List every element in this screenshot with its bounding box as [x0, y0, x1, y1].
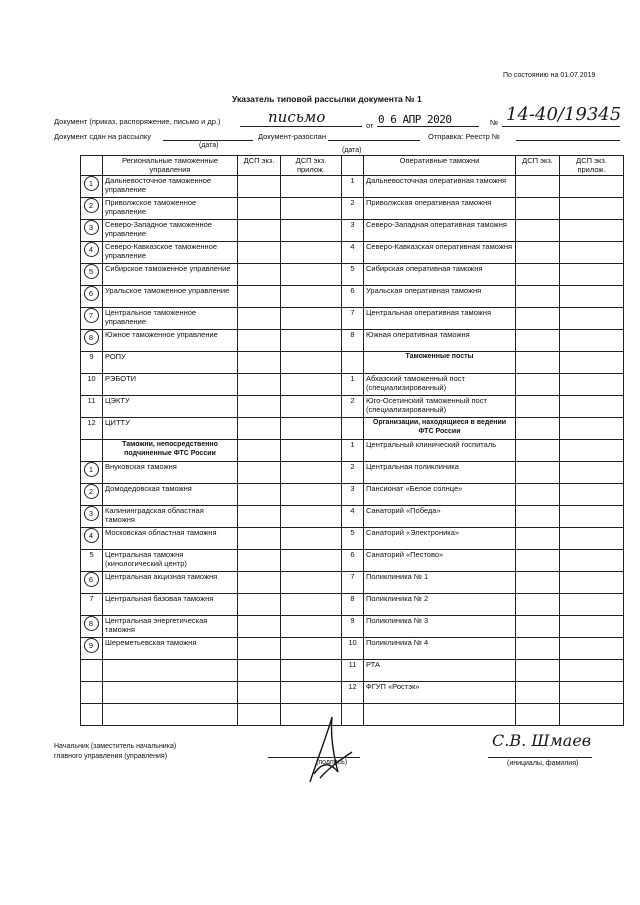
- right-row: [342, 550, 624, 572]
- left-row-name: Северо-Западное таможенное управление: [103, 220, 238, 242]
- right-row-dsp: [516, 198, 560, 220]
- left-row-dsp: [238, 528, 281, 550]
- right-row-dsp: [516, 550, 560, 572]
- right-row: [342, 220, 624, 242]
- right-row: [342, 374, 624, 396]
- circled-number-mark: 1: [84, 176, 99, 191]
- left-row-number: [81, 462, 103, 484]
- right-row-name: Уральская оперативная таможня: [364, 286, 516, 308]
- left-row: [81, 308, 342, 330]
- circled-number-mark: 3: [84, 220, 99, 235]
- left-row-number: [81, 242, 103, 264]
- handwritten-name: С.В. Шмаев: [492, 731, 592, 750]
- right-row-dsp-app: [560, 352, 624, 374]
- right-row: [342, 594, 624, 616]
- right-header-title: Оперативные таможни: [364, 156, 516, 176]
- circled-number-mark: 8: [84, 330, 99, 345]
- right-row-dsp-app: [560, 330, 624, 352]
- left-table-header: [81, 156, 342, 176]
- left-row-name: Калининградская областная таможня: [103, 506, 238, 528]
- left-header-dsp: ДСП экз.: [238, 156, 281, 176]
- right-row-dsp: [516, 418, 560, 440]
- right-row-dsp-app: [560, 550, 624, 572]
- right-row-name: Сибирская оперативная таможня: [364, 264, 516, 286]
- document-title: Указатель типовой рассылки документа № 1: [232, 94, 422, 104]
- right-row-dsp-app: [560, 638, 624, 660]
- left-row-name: Центральное таможенное управление: [103, 308, 238, 330]
- date-underline: [377, 126, 479, 127]
- left-row-dsp-app: [281, 418, 342, 440]
- otpravka-label: Отправка: Реестр №: [428, 132, 500, 141]
- left-row: [81, 374, 342, 396]
- left-row-dsp-app: [281, 374, 342, 396]
- right-row: [342, 528, 624, 550]
- right-row-name: Дальневосточная оперативная таможня: [364, 176, 516, 198]
- date-caption-right: (дата): [342, 147, 362, 154]
- right-table-header: [342, 156, 624, 176]
- right-row-number: 4: [342, 242, 364, 264]
- document-number-handwritten: 14-40/19345: [506, 104, 622, 125]
- left-row-name: ЦИТТУ: [103, 418, 238, 440]
- left-row: [81, 484, 342, 506]
- left-row-number: [81, 440, 103, 462]
- left-row-name: Сибирское таможенное управление: [103, 264, 238, 286]
- left-row: [81, 396, 342, 418]
- number-underline: [502, 126, 620, 127]
- signature-underline: [268, 757, 360, 758]
- document-type-underline: [240, 126, 362, 127]
- right-row-name: ФГУП «Ростэк»: [364, 682, 516, 704]
- left-row-name: [103, 704, 238, 726]
- sent-by-underline: [328, 140, 420, 141]
- right-row: [342, 682, 624, 704]
- right-row: [342, 308, 624, 330]
- right-row-dsp: [516, 352, 560, 374]
- right-row-name: Санаторий «Победа»: [364, 506, 516, 528]
- circled-number-mark: 2: [84, 484, 99, 499]
- left-row-name: РОПУ: [103, 352, 238, 374]
- right-row: [342, 572, 624, 594]
- left-row: [81, 286, 342, 308]
- regional-customs-table: [80, 155, 342, 726]
- left-row-dsp-app: [281, 660, 342, 682]
- right-row-dsp-app: [560, 528, 624, 550]
- right-row-name: Центральный клинический госпиталь: [364, 440, 516, 462]
- circled-number-mark: 6: [84, 572, 99, 587]
- circled-number-mark: 1: [84, 462, 99, 477]
- right-row-dsp: [516, 528, 560, 550]
- left-row-dsp: [238, 374, 281, 396]
- right-row-dsp: [516, 704, 560, 726]
- right-row-number: 1: [342, 440, 364, 462]
- left-row: [81, 462, 342, 484]
- right-row-name: РТА: [364, 660, 516, 682]
- right-row: [342, 396, 624, 418]
- circled-number-mark: 3: [84, 506, 99, 521]
- left-row-number: [81, 638, 103, 660]
- right-row-dsp: [516, 330, 560, 352]
- left-row-number: [81, 286, 103, 308]
- left-row-dsp: [238, 682, 281, 704]
- left-row-name: РЭБОТИ: [103, 374, 238, 396]
- signature-caption: (подпись): [316, 759, 348, 766]
- right-row-dsp-app: [560, 616, 624, 638]
- right-row-number: 1: [342, 374, 364, 396]
- left-row-number: [81, 506, 103, 528]
- left-row-dsp-app: [281, 198, 342, 220]
- left-row-name: Дальневосточное таможенное управление: [103, 176, 238, 198]
- right-row-name: Центральная оперативная таможня: [364, 308, 516, 330]
- right-row-number: 2: [342, 462, 364, 484]
- left-row-dsp-app: [281, 242, 342, 264]
- right-row-name: Поликлиника № 1: [364, 572, 516, 594]
- left-row-name: [103, 682, 238, 704]
- status-date-note: По состоянию на 01.07.2019: [503, 72, 596, 79]
- right-row-number: 4: [342, 506, 364, 528]
- right-row: [342, 330, 624, 352]
- left-row-dsp: [238, 550, 281, 572]
- left-row-name: Московская областная таможня: [103, 528, 238, 550]
- right-row-dsp-app: [560, 418, 624, 440]
- left-row-dsp-app: [281, 352, 342, 374]
- left-row-name: Северо-Кавказское таможенное управление: [103, 242, 238, 264]
- operational-customs-table: [341, 155, 624, 726]
- right-row-dsp-app: [560, 682, 624, 704]
- left-row-name: Приволжское таможенное управление: [103, 198, 238, 220]
- right-row-dsp: [516, 286, 560, 308]
- left-row-name: Внуковская таможня: [103, 462, 238, 484]
- left-row-number: [81, 176, 103, 198]
- right-row-name: Поликлиника № 3: [364, 616, 516, 638]
- left-row: [81, 242, 342, 264]
- left-row: [81, 550, 342, 572]
- right-row-dsp: [516, 396, 560, 418]
- left-row-number: [81, 660, 103, 682]
- left-row-dsp-app: [281, 616, 342, 638]
- left-row: [81, 352, 342, 374]
- left-row-number: [81, 616, 103, 638]
- left-row-dsp-app: [281, 528, 342, 550]
- right-row-dsp-app: [560, 594, 624, 616]
- left-row: [81, 330, 342, 352]
- left-row-name: ЦЭКТУ: [103, 396, 238, 418]
- left-row: [81, 616, 342, 638]
- right-row-dsp: [516, 440, 560, 462]
- circled-number-mark: 8: [84, 616, 99, 631]
- left-row-number: [81, 264, 103, 286]
- right-row-name: Приволжская оперативная таможня: [364, 198, 516, 220]
- right-row-dsp-app: [560, 264, 624, 286]
- right-row-number: [342, 352, 364, 374]
- right-row-dsp-app: [560, 572, 624, 594]
- circled-number-mark: 9: [84, 638, 99, 653]
- sent-date-underline: [163, 140, 253, 141]
- left-row-dsp-app: [281, 638, 342, 660]
- left-row-dsp: [238, 176, 281, 198]
- right-row-name: Поликлиника № 4: [364, 638, 516, 660]
- right-row-number: 6: [342, 286, 364, 308]
- left-row-dsp: [238, 572, 281, 594]
- left-row-dsp: [238, 352, 281, 374]
- right-row: [342, 660, 624, 682]
- right-row-dsp-app: [560, 396, 624, 418]
- right-row-number: 5: [342, 528, 364, 550]
- right-row-dsp: [516, 220, 560, 242]
- right-row-name: Северо-Кавказская оперативная таможня: [364, 242, 516, 264]
- left-row: [81, 198, 342, 220]
- right-row-dsp: [516, 660, 560, 682]
- right-row-dsp-app: [560, 374, 624, 396]
- right-row-name: Поликлиника № 2: [364, 594, 516, 616]
- right-row-dsp-app: [560, 286, 624, 308]
- name-underline: [488, 757, 592, 758]
- circled-number-mark: 7: [84, 308, 99, 323]
- left-row-name: Уральское таможенное управление: [103, 286, 238, 308]
- date-stamp: 0 6 АПР 2020: [378, 113, 452, 126]
- left-row-dsp: [238, 418, 281, 440]
- right-row-dsp-app: [560, 308, 624, 330]
- left-row-number: [81, 704, 103, 726]
- right-row-name: Санаторий «Пестово»: [364, 550, 516, 572]
- right-row-name: Абхазский таможенный пост (специализированный): [364, 374, 516, 396]
- sent-label: Документ сдан на рассылку: [54, 132, 151, 141]
- right-row-number: 10: [342, 638, 364, 660]
- right-row-number: 2: [342, 396, 364, 418]
- right-row-name: Юго-Осетинский таможенный пост (специализированный): [364, 396, 516, 418]
- left-row-dsp-app: [281, 286, 342, 308]
- right-row-number: [342, 418, 364, 440]
- document-type-label: Документ (приказ, распоряжение, письмо и др.): [54, 117, 221, 126]
- right-row-dsp-app: [560, 506, 624, 528]
- left-row-dsp: [238, 462, 281, 484]
- left-row: [81, 176, 342, 198]
- right-row: [342, 704, 624, 726]
- left-row-name: Центральная таможня (кинологический центр): [103, 550, 238, 572]
- right-row-number: 9: [342, 616, 364, 638]
- left-row: [81, 660, 342, 682]
- right-row-dsp: [516, 572, 560, 594]
- right-row-dsp: [516, 506, 560, 528]
- right-row: [342, 506, 624, 528]
- left-row-name: Центральная энергетическая таможня: [103, 616, 238, 638]
- right-row: [342, 242, 624, 264]
- left-row-number: [81, 682, 103, 704]
- left-row-dsp-app: [281, 682, 342, 704]
- left-row-dsp-app: [281, 594, 342, 616]
- left-row-dsp: [238, 198, 281, 220]
- ot-label: от: [366, 121, 374, 130]
- left-row-number: [81, 308, 103, 330]
- right-row-number: 8: [342, 594, 364, 616]
- right-row-number: 2: [342, 198, 364, 220]
- right-row-number: 12: [342, 682, 364, 704]
- circled-number-mark: 4: [84, 528, 99, 543]
- right-row-dsp-app: [560, 198, 624, 220]
- left-row: [81, 638, 342, 660]
- right-row-dsp: [516, 176, 560, 198]
- right-row-dsp-app: [560, 704, 624, 726]
- signature-scribble: [300, 712, 360, 787]
- circled-number-mark: 4: [84, 242, 99, 257]
- left-row-number: [81, 220, 103, 242]
- right-row-name: Таможенные посты: [364, 352, 516, 374]
- left-row-dsp-app: [281, 462, 342, 484]
- right-row-dsp: [516, 616, 560, 638]
- left-row-dsp: [238, 264, 281, 286]
- left-row-number: [81, 330, 103, 352]
- right-row-number: 11: [342, 660, 364, 682]
- right-row-dsp: [516, 462, 560, 484]
- right-row: [342, 462, 624, 484]
- left-header-dsp-app: ДСП экз. прилож.: [281, 156, 342, 176]
- right-row-dsp: [516, 638, 560, 660]
- left-row-number: 5: [81, 550, 103, 572]
- left-row-dsp: [238, 704, 281, 726]
- left-row-number: 9: [81, 352, 103, 374]
- left-row-dsp: [238, 484, 281, 506]
- right-row-name: Северо-Западная оперативная таможня: [364, 220, 516, 242]
- left-row-name: Таможни, непосредственно подчиненные ФТС России: [103, 440, 238, 462]
- registry-underline: [516, 140, 620, 141]
- left-row-dsp: [238, 330, 281, 352]
- right-row-number: 8: [342, 330, 364, 352]
- left-row: [81, 440, 342, 462]
- right-row-number: 3: [342, 220, 364, 242]
- left-row-dsp-app: [281, 572, 342, 594]
- left-row-dsp-app: [281, 308, 342, 330]
- right-header-dsp: ДСП экз.: [516, 156, 560, 176]
- left-row-dsp-app: [281, 264, 342, 286]
- left-header-title: Региональные таможенные управления: [103, 156, 238, 176]
- right-row-dsp: [516, 594, 560, 616]
- left-row-dsp-app: [281, 550, 342, 572]
- right-row-dsp-app: [560, 242, 624, 264]
- left-row: [81, 682, 342, 704]
- left-row-name: Центральная акцизная таможня: [103, 572, 238, 594]
- left-row-dsp: [238, 660, 281, 682]
- left-row-name: Шереметьевская таможня: [103, 638, 238, 660]
- left-row-name: [103, 660, 238, 682]
- right-row-name: Южная оперативная таможня: [364, 330, 516, 352]
- right-row: [342, 286, 624, 308]
- right-row-dsp: [516, 242, 560, 264]
- right-row-dsp-app: [560, 484, 624, 506]
- left-row-dsp-app: [281, 484, 342, 506]
- left-row-dsp: [238, 308, 281, 330]
- right-row-name: Организации, находящиеся в ведении ФТС России: [364, 418, 516, 440]
- left-row-dsp: [238, 396, 281, 418]
- right-row-dsp: [516, 682, 560, 704]
- right-row-number: 1: [342, 176, 364, 198]
- sent-by-label: Документ-разослан: [258, 132, 326, 141]
- right-row: [342, 616, 624, 638]
- left-row-dsp: [238, 220, 281, 242]
- right-row: [342, 264, 624, 286]
- right-row-dsp-app: [560, 440, 624, 462]
- right-row-dsp: [516, 484, 560, 506]
- left-row-number: 11: [81, 396, 103, 418]
- right-row-dsp-app: [560, 176, 624, 198]
- left-row-name: Центральная базовая таможня: [103, 594, 238, 616]
- left-row-dsp-app: [281, 506, 342, 528]
- right-row-dsp: [516, 264, 560, 286]
- right-row-number: 7: [342, 572, 364, 594]
- circled-number-mark: 2: [84, 198, 99, 213]
- right-row-name: Пансионат «Белое солнце»: [364, 484, 516, 506]
- right-row: [342, 176, 624, 198]
- right-row-name: [364, 704, 516, 726]
- left-row: [81, 220, 342, 242]
- circled-number-mark: 6: [84, 286, 99, 301]
- right-row: [342, 418, 624, 440]
- right-row-dsp: [516, 374, 560, 396]
- right-row: [342, 198, 624, 220]
- right-row-dsp: [516, 308, 560, 330]
- left-row: [81, 528, 342, 550]
- left-row: [81, 506, 342, 528]
- right-row-dsp-app: [560, 462, 624, 484]
- right-row: [342, 440, 624, 462]
- left-row-dsp-app: [281, 220, 342, 242]
- document-type-handwritten: письмо: [268, 108, 326, 126]
- left-row-dsp: [238, 242, 281, 264]
- left-row-number: [81, 198, 103, 220]
- left-row-number: [81, 484, 103, 506]
- right-row-dsp-app: [560, 220, 624, 242]
- number-sign: №: [490, 118, 499, 127]
- right-row: [342, 352, 624, 374]
- left-row-number: 7: [81, 594, 103, 616]
- right-row-number: 6: [342, 550, 364, 572]
- date-caption-left: (дата): [199, 142, 219, 149]
- right-row: [342, 638, 624, 660]
- right-header-dsp-app: ДСП экз. прилож.: [560, 156, 624, 176]
- left-row-dsp-app: [281, 330, 342, 352]
- left-row-name: Южное таможенное управление: [103, 330, 238, 352]
- left-row-name: Домодедовская таможня: [103, 484, 238, 506]
- initials-caption: (инициалы, фамилия): [507, 760, 579, 767]
- right-row: [342, 484, 624, 506]
- left-row: [81, 572, 342, 594]
- right-row-number: 7: [342, 308, 364, 330]
- left-row-dsp-app: [281, 176, 342, 198]
- left-row-dsp: [238, 286, 281, 308]
- left-row-dsp-app: [281, 440, 342, 462]
- left-row-dsp: [238, 506, 281, 528]
- left-row: [81, 418, 342, 440]
- left-row-number: 12: [81, 418, 103, 440]
- left-row-dsp: [238, 638, 281, 660]
- left-row: [81, 594, 342, 616]
- left-row: [81, 264, 342, 286]
- left-row-dsp-app: [281, 396, 342, 418]
- left-row-number: [81, 572, 103, 594]
- left-row-number: [81, 528, 103, 550]
- right-row-number: 5: [342, 264, 364, 286]
- left-row-number: 10: [81, 374, 103, 396]
- chief-label: Начальник (заместитель начальника) главного управления (управления): [54, 743, 177, 760]
- right-row-dsp-app: [560, 660, 624, 682]
- left-row-dsp: [238, 594, 281, 616]
- circled-number-mark: 5: [84, 264, 99, 279]
- right-row-name: Санаторий «Электроника»: [364, 528, 516, 550]
- left-row-dsp: [238, 616, 281, 638]
- right-row-number: 3: [342, 484, 364, 506]
- left-row-dsp: [238, 440, 281, 462]
- right-row-name: Центральная поликлиника: [364, 462, 516, 484]
